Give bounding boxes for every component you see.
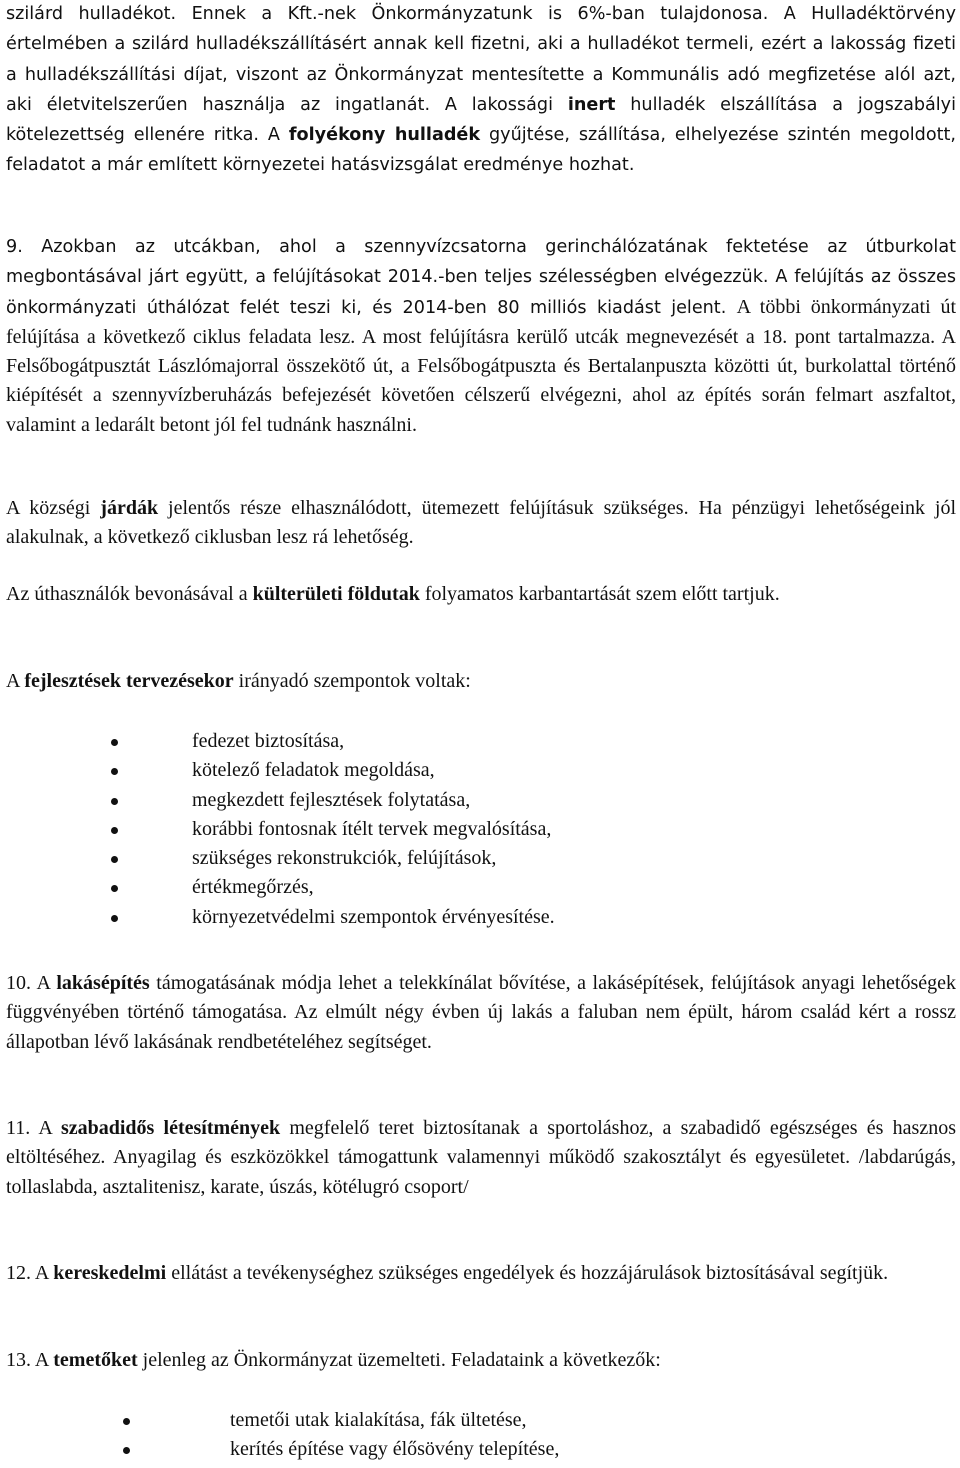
p9-text-serif: A többi önkormányzati út felújítása a következő ciklus feladata lesz. A most felújításra kerülő utcák megnevezését a 18. pont tartalmazza. A Felsőbogátpusztát Lászlómajorral összekötő út, a Felsőbogátpuszta és Bertalanpuszta közötti út, burkolattal történő kiépítését a szennyvízberuházás befejezését követően célszerű elvégezni, ahol az építés során felmart aszfaltot, valamint a ledarált betont jól fel tudnánk használni. <box>6 295 956 436</box>
cemeteries-text-1: 13. A <box>6 1349 54 1371</box>
bullet-icon <box>111 739 118 746</box>
list-item <box>6 727 956 756</box>
leisure-text-2: megfelelő teret biztosítanak a sportoláshoz, a szabadidő egészséges és hasznos eltöltéséhez. Anyagilag és eszközökkel támogattunk valamennyi működő szakosztályt és egyesületet. /labdarúgás, tollaslabda, asztalitenisz, karate, úszás, kötélugró csoport/ <box>6 1117 956 1198</box>
list-item <box>6 844 956 873</box>
bold-commerce: kereskedelmi <box>53 1262 167 1284</box>
paragraph-12-commerce <box>6 1259 956 1288</box>
planning-text-1: A <box>6 670 25 692</box>
housing-text-2: támogatásának módja lehet a telekkínálat bővítése, a lakásépítések, felújítások anyagi lehetőségek függvényében történő támogatása. Az elmúlt négy évben új lakás a faluban nem épült, három család kért a rossz állapotban lévő lakásának rendbetételéhez segítséget. <box>6 972 956 1053</box>
list-item-text: megkezdett fejlesztések folytatása, <box>192 788 471 811</box>
sidewalks-text-1: A községi <box>6 497 101 519</box>
list-item-text: környezetvédelmi szempontok érvényesítése. <box>192 905 555 928</box>
paragraph-9-roads <box>6 232 956 440</box>
waste-text-3: gyűjtése, szállítása, elhelyezése szintén megoldott, feladatot a már említett környezetei hatásvizsgálat eredménye hozhat. <box>6 125 956 176</box>
dirt-roads-text-1: Az úthasználók bevonásával a <box>6 583 253 605</box>
paragraph-sidewalks <box>6 494 956 553</box>
planning-criteria-list <box>6 727 956 932</box>
list-item-text: szükséges rekonstrukciók, felújítások, <box>192 847 497 870</box>
bold-housing: lakásépítés <box>56 972 150 994</box>
list-item <box>6 815 956 844</box>
leisure-text-1: 11. A <box>6 1117 61 1139</box>
cemetery-tasks-list <box>6 1406 956 1465</box>
bold-sidewalks: járdák <box>100 497 159 519</box>
bold-liquid-waste: folyékony hulladék <box>288 125 481 146</box>
bullet-icon <box>111 827 118 834</box>
paragraph-dirt-roads <box>6 580 956 609</box>
bold-dirt-roads: külterületi földutak <box>252 583 420 605</box>
list-item-text: kötelező feladatok megoldása, <box>192 759 435 782</box>
bullet-icon <box>111 768 118 775</box>
list-item-text: fedezet biztosítása, <box>192 730 345 752</box>
bullet-icon <box>111 885 118 892</box>
list-item <box>6 1435 956 1464</box>
paragraph-waste-management <box>6 0 956 181</box>
bold-leisure: szabadidős létesítmények <box>60 1117 281 1139</box>
list-item <box>6 756 956 785</box>
housing-text-1: 10. A <box>6 972 57 994</box>
paragraph-13-cemeteries <box>6 1346 956 1375</box>
list-item <box>6 786 956 815</box>
bullet-icon <box>111 915 118 922</box>
bold-inert: inert <box>567 94 616 115</box>
p9-text-sans: 9. Azokban az utcákban, ahol a szennyvízcsatorna gerinchálózatának fektetése az útburkolat megbontásával járt együtt, a felújításokat 2014.-ben teljes szélességben elvégezzük. A felújítás az összes önkormányzati úthálózat felét teszi ki, és 2014-ben 80 milliós kiadást jelent. <box>6 237 956 318</box>
paragraph-development-planning <box>6 667 956 696</box>
list-item <box>6 873 956 902</box>
dirt-roads-text-2: folyamatos karbantartását szem előtt tartjuk. <box>419 583 780 605</box>
list-item-text: értékmegőrzés, <box>192 876 314 899</box>
paragraph-11-leisure <box>6 1114 956 1202</box>
waste-text-1: szilárd hulladékot. Ennek a Kft.-nek Önkormányzatunk is 6%-ban tulajdonosa. A Hulladéktörvény értelmében a szilárd hulladékszállításért annak kell fizetni, aki a hulladékot termeli, ezért a lakosság fizeti a hulladékszállítási díjat, viszont az Önkormányzat mentesítette a Kommunális adó megfizetése alól azt, aki életvitelszerűen használja az ingatlanát. A lakossági <box>6 4 956 115</box>
waste-text-2: hulladék elszállítása a jogszabályi kötelezettség ellenére ritka. A <box>6 94 956 146</box>
paragraph-10-housing <box>6 969 956 1057</box>
bullet-icon <box>123 1418 130 1425</box>
bullet-icon <box>123 1447 130 1454</box>
cemeteries-text-2: jelenleg az Önkormányzat üzemelteti. Feladataink a következők: <box>137 1349 661 1371</box>
bullet-icon <box>111 798 118 805</box>
commerce-text-1: 12. A <box>6 1262 54 1284</box>
list-item-text: kerítés építése vagy élősövény telepítése, <box>230 1438 560 1461</box>
list-item-text: temetői utak kialakítása, fák ültetése, <box>230 1409 527 1431</box>
bold-cemeteries: temetőket <box>53 1349 138 1371</box>
list-item <box>6 1406 956 1435</box>
commerce-text-2: ellátást a tevékenységhez szükséges engedélyek és hozzájárulások biztosításával segítjük. <box>166 1262 889 1284</box>
planning-text-2: irányadó szempontok voltak: <box>233 670 471 692</box>
list-item <box>6 903 956 932</box>
sidewalks-text-2: jelentős része elhasználódott, ütemezett felújításuk szükséges. Ha pénzügyi lehetőségeink jól alakulnak, a következő ciklusban lesz rá lehetőség. <box>6 497 956 549</box>
bullet-icon <box>111 856 118 863</box>
bold-development-planning: fejlesztések tervezésekor <box>24 670 234 692</box>
list-item-text: korábbi fontosnak ítélt tervek megvalósítása, <box>192 817 552 840</box>
